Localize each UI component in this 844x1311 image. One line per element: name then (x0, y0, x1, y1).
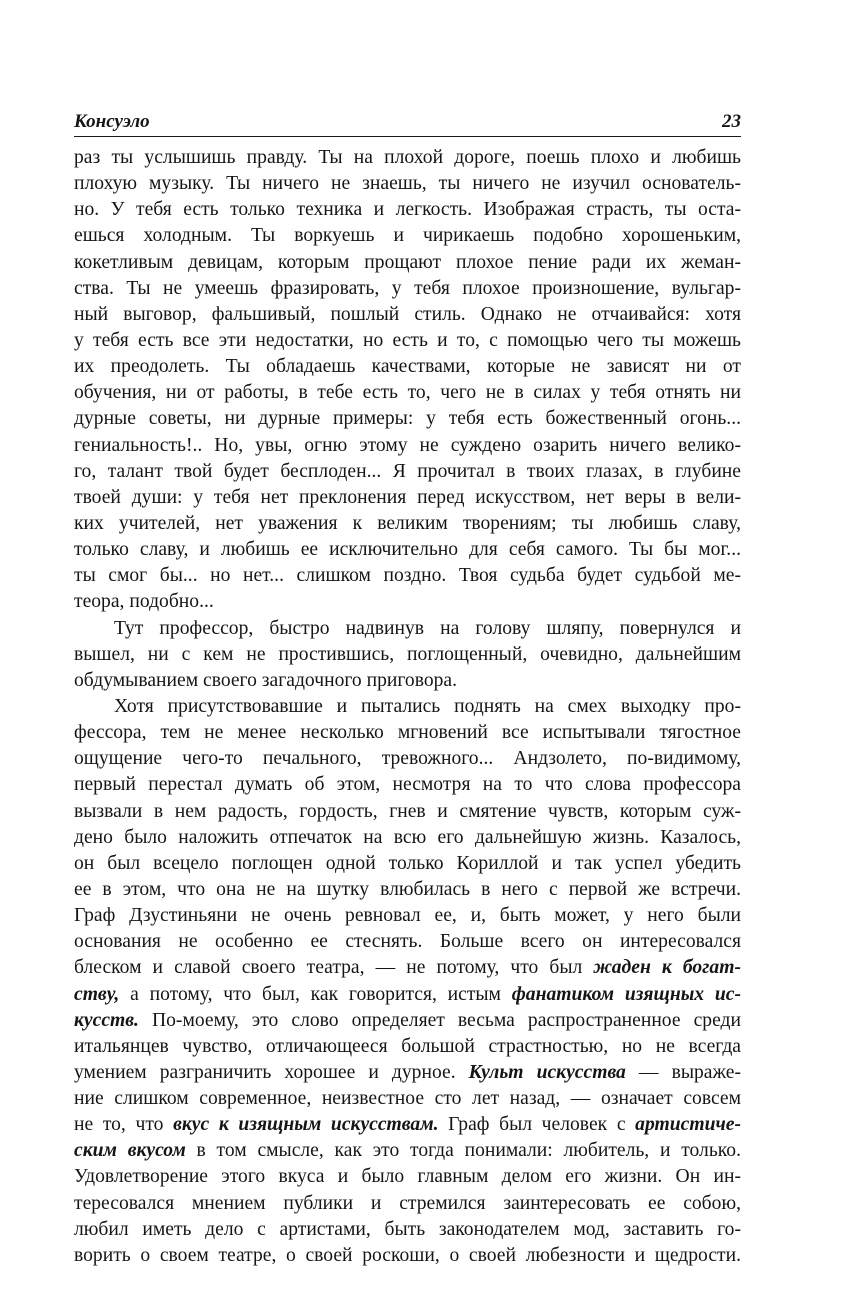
text-line (74, 1191, 741, 1217)
text-line (74, 668, 741, 694)
text-line (74, 1034, 741, 1060)
line-text: дено было наложить отпечаток на всю его дальнейшую жизнь. Казалось, (74, 826, 741, 848)
text-line (74, 720, 741, 746)
text-line (74, 485, 741, 511)
line-text: первый перестал думать об этом, несмотря на то что слова профессора (74, 774, 741, 796)
line-text: Граф был человек с (438, 1114, 636, 1136)
text-line (74, 851, 741, 877)
emphasis-text: вкус к изящным искусствам. (173, 1114, 439, 1136)
text-line (74, 1112, 741, 1138)
text-line (74, 929, 741, 955)
text-line (74, 616, 741, 642)
body-text (74, 145, 741, 1269)
text-line (74, 694, 741, 720)
line-text: он был всецело поглощен одной только Кориллой и так успел убедить (74, 852, 741, 874)
line-text: дурные советы, ни дурные примеры: у тебя есть божественный огонь... (74, 408, 741, 430)
emphasis-text: артистиче- (635, 1114, 741, 1136)
line-text: ный выговор, фальшивый, пошлый стиль. Однако не отчаивайся: хотя (74, 303, 741, 325)
line-text: ты смог бы... но нет... слишком поздно. Твоя судьба будет судьбой ме- (74, 565, 741, 587)
text-line (74, 563, 741, 589)
line-text: раз ты услышишь правду. Ты на плохой дороге, поешь плохо и любишь (74, 147, 741, 168)
text-line (74, 197, 741, 223)
line-text: не то, что (74, 1114, 174, 1136)
text-line (74, 223, 741, 249)
line-text: ощущение чего-то печального, тревожного... Андзолето, по-видимому, (74, 748, 741, 770)
text-line (74, 433, 741, 459)
line-text: тересовался мнением публики и стремился заинтересовать ее собою, (74, 1192, 741, 1214)
text-line (74, 1164, 741, 1190)
text-line (74, 982, 741, 1008)
line-text: ства. Ты не умеешь фразировать, у тебя плохое произношение, вульгар- (74, 277, 741, 299)
text-line (74, 877, 741, 903)
emphasis-text: ству, (74, 983, 120, 1005)
line-text: а потому, что был, как говорится, истым (119, 983, 512, 1005)
text-line (74, 171, 741, 197)
page-number: 23 (722, 111, 741, 132)
text-line (74, 799, 741, 825)
text-line (74, 302, 741, 328)
line-text: ее в этом, что она не на шутку влюбилась в него с первой же встречи. (74, 878, 741, 900)
text-line (74, 459, 741, 485)
text-line (74, 1060, 741, 1086)
text-line (74, 1243, 741, 1269)
emphasis-text: ским вкусом (74, 1140, 186, 1162)
line-text: — выраже- (625, 1061, 741, 1083)
text-line (74, 380, 741, 406)
line-text: твоей души: у тебя нет преклонения перед искусством, нет веры в вели- (74, 486, 741, 508)
text-line (74, 276, 741, 302)
emphasis-text: жаден к богат- (593, 957, 741, 979)
text-line (74, 772, 741, 798)
line-text: умением разграничить хорошее и дурное. (74, 1061, 469, 1083)
line-text: ешься холодным. Ты воркуешь и чирикаешь подобно хорошеньким, (74, 225, 741, 247)
line-text: вышел, ни с кем не простившись, поглощенный, очевидно, дальнейшим (74, 643, 741, 665)
line-text: теора, подобно... (74, 591, 214, 613)
line-text: Удовлетворение этого вкуса и было главным делом его жизни. Он ин- (74, 1166, 741, 1188)
line-text: Хотя присутствовавшие и пытались поднять на смех выходку про- (114, 695, 741, 717)
line-text: Тут профессор, быстро надвинув на голову шляпу, повернулся и (114, 617, 741, 639)
line-text: ворить о своем театре, о своей роскоши, о своей любезности и щедрости. (74, 1244, 741, 1266)
text-line (74, 511, 741, 537)
text-line (74, 250, 741, 276)
line-text: только славу, и любишь ее исключительно для себя самого. Ты бы мог... (74, 539, 741, 561)
emphasis-text: фанатиком изящных ис- (511, 983, 742, 1005)
line-text: кокетливым девицам, которым прощают плохое пение ради их жеман- (74, 251, 741, 273)
text-line (74, 1086, 741, 1112)
line-text: у тебя есть все эти недостатки, но есть и то, с помощью чего ты можешь (74, 329, 741, 351)
line-text: ние слишком современное, неизвестное сто лет назад, — означает совсем (74, 1088, 741, 1110)
text-line (74, 145, 741, 171)
emphasis-text: кусств. (74, 1009, 139, 1031)
line-text: Граф Дзустиньяни не очень ревновал ее, и, быть может, у него были (74, 905, 741, 927)
line-text: основания не особенно ее стеснять. Больше всего он интересовался (74, 931, 741, 953)
text-line (74, 537, 741, 563)
text-line (74, 642, 741, 668)
line-text: любил иметь дело с артистами, быть законодателем мод, заставить го- (74, 1218, 741, 1240)
text-line (74, 589, 741, 615)
running-header (74, 110, 741, 137)
emphasis-text: Культ искусства (468, 1061, 626, 1083)
text-line (74, 354, 741, 380)
line-text: итальянцев чувство, отличающееся большой страстностью, но не всегда (74, 1035, 741, 1057)
line-text: обучения, ни от работы, в тебе есть то, чего не в силах у тебя отнять ни (74, 382, 741, 404)
line-text: плохую музыку. Ты ничего не знаешь, ты ничего не изучил основатель- (74, 173, 741, 195)
text-line (74, 406, 741, 432)
line-text: но. У тебя есть только техника и легкость. Изображая страсть, ты оста- (74, 199, 741, 221)
line-text: в том смысле, как это тогда понимали: любитель, и только. (185, 1140, 741, 1162)
line-text: гениальность!.. Но, увы, огню этому не суждено озарить ничего велико- (74, 434, 741, 456)
line-text: фессора, тем не менее несколько мгновений все испытывали тягостное (74, 722, 741, 744)
text-line (74, 825, 741, 851)
line-text: их преодолеть. Ты обладаешь качествами, которые не зависят ни от (74, 356, 741, 378)
line-text: го, талант твой будет бесплоден... Я прочитал в твоих глазах, в глубине (74, 460, 741, 482)
text-line (74, 1008, 741, 1034)
line-text: ких учителей, нет уважения к великим творениям; ты любишь славу, (74, 512, 741, 534)
line-text: блеском и славой своего театра, — не потому, что был (74, 957, 594, 979)
text-line (74, 955, 741, 981)
line-text: обдумыванием своего загадочного приговора. (74, 669, 458, 691)
text-line (74, 1217, 741, 1243)
book-title: Консуэло (74, 111, 150, 132)
text-line (74, 903, 741, 929)
text-line (74, 746, 741, 772)
line-text: вызвали в нем радость, гордость, гнев и смятение чувств, которым суж- (74, 800, 741, 822)
text-line (74, 1138, 741, 1164)
text-line (74, 328, 741, 354)
line-text: По-моему, это слово определяет весьма распространенное среди (138, 1009, 741, 1031)
